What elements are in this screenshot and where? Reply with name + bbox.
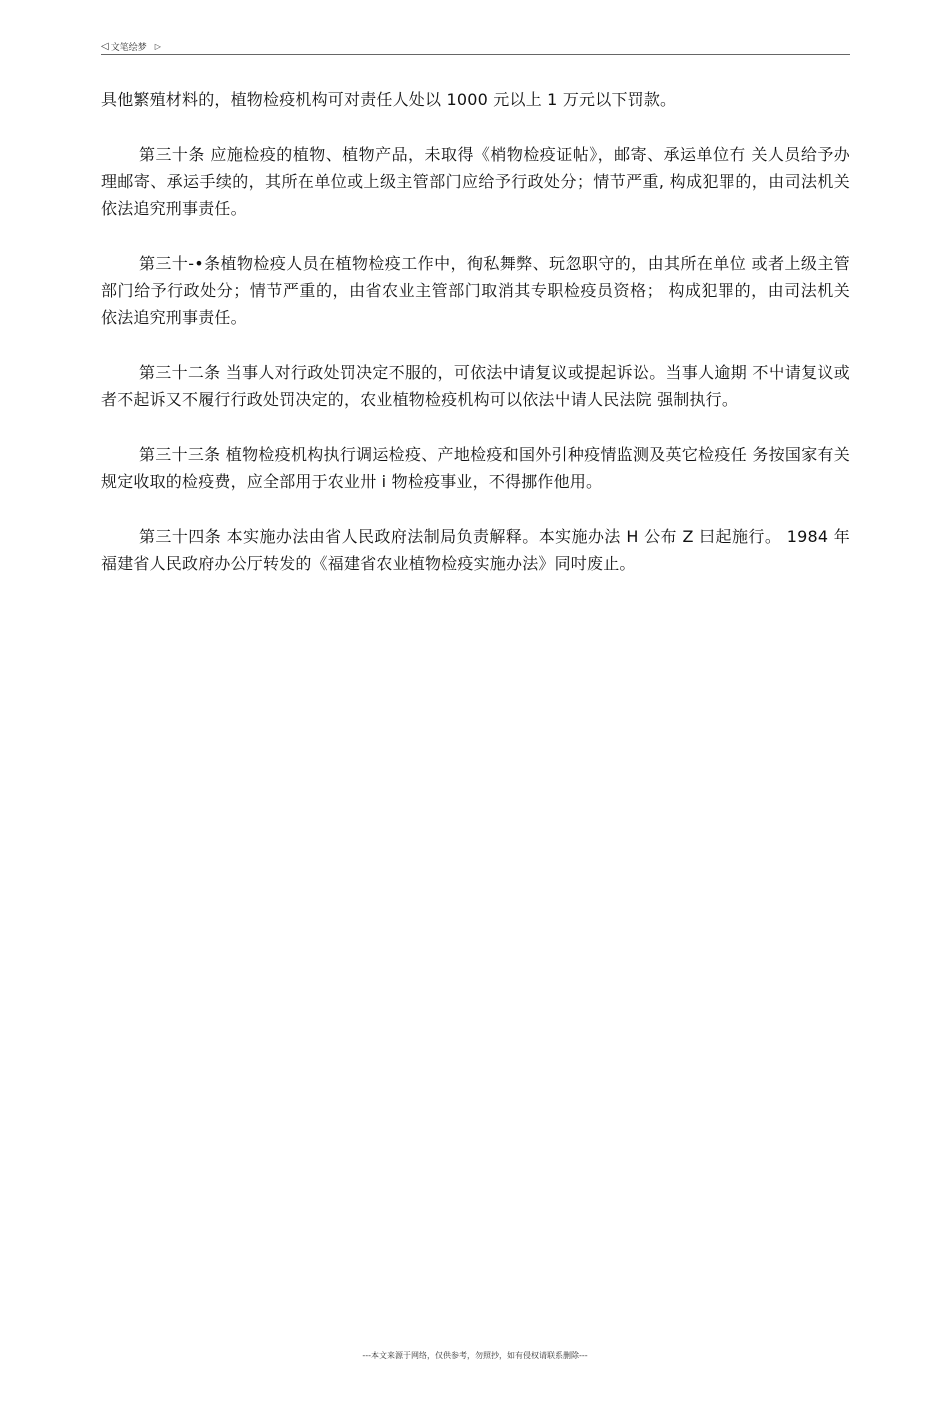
header-title: 文笔绘梦 xyxy=(110,42,147,53)
page-footer: ---本文来源于网络，仅供参考，勿照抄，如有侵权请联系删除--- xyxy=(362,1351,588,1360)
triangle-left-icon: ◁ xyxy=(101,40,109,52)
article-32: 第三十二条 当事人对行政处罚决定不服的，可依法中请复议或提起诉讼。当事人逾期 不屮请复议或者不起诉又不履行行政处罚决定的，农业植物检疫机构可以依法屮请人民法院 强制执行。 xyxy=(101,363,850,409)
article-34: 第三十四条 本实施办法由省人民政府法制局负责解释。本实施办法 H 公布 Z 曰起施行。 1984 年福建省人民政府办公厅转发的《福建省农业植物检疫实施办法》同吋废止。 xyxy=(101,527,850,573)
article-30: 第三十条 应施检疫的植物、植物产品，未取得《梢物检疫证帖》，邮寄、承运单位冇 关人员给予办理邮寄、承运手续的，其所在单位或上级主管部门应给予行政处分；情节严重, 构成犯罪的，由司法机关依法追究刑事责任。 xyxy=(101,145,850,218)
document-body xyxy=(101,86,850,605)
article-33: 第三十三条 植物检疫机构执行调运检疫、产地检疫和国外引种疫情监测及英它检疫任 务按国家有关规定收取的检疫费，应全部用于农业卅 i 物检疫事业，不得挪作他用。 xyxy=(101,445,850,491)
page-header xyxy=(101,38,850,55)
article-31: 第三十-•条植物检疫人员在植物检疫工作中，徇私舞弊、玩忽职守的，由其所在单位 或者上级主管部门给予行政处分；情节严重的，由省农业主管部门取消其专职检疫员资格； 构成犯罪的，由司法机关依法追究刑事责任。 xyxy=(101,254,850,327)
paragraph-continuation: 具他繁殖材料的，植物检疫机构可对责任人处以 1000 元以上 1 万元以下罚款。 xyxy=(101,90,677,109)
triangle-right-icon: ▷ xyxy=(154,41,161,51)
